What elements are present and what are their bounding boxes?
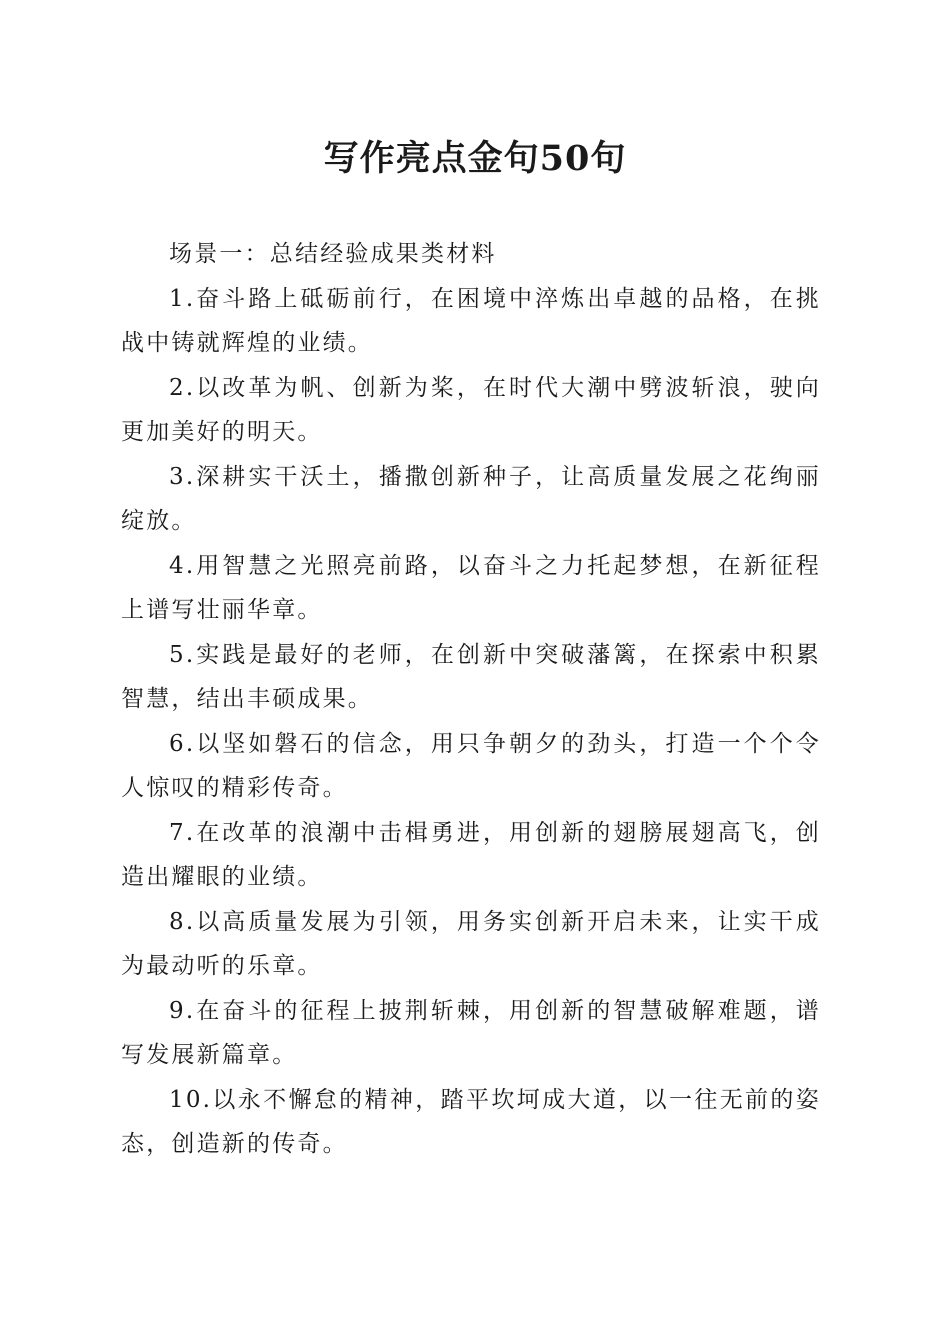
list-item: 10.以永不懈怠的精神，踏平坎坷成大道，以一往无前的姿态，创造新的传奇。 bbox=[121, 1086, 821, 1157]
list-item: 3.深耕实干沃土，播撒创新种子，让高质量发展之花绚丽绽放。 bbox=[121, 463, 821, 534]
list-item: 8.以高质量发展为引领，用务实创新开启未来，让实干成为最动听的乐章。 bbox=[121, 908, 821, 979]
document-title: 写作亮点金句50句 bbox=[323, 138, 627, 179]
document-body bbox=[121, 232, 821, 1167]
section-heading: 场景一：总结经验成果类材料 bbox=[169, 241, 497, 267]
list-item: 7.在改革的浪潮中击楫勇进，用创新的翅膀展翅高飞，创造出耀眼的业绩。 bbox=[121, 819, 821, 890]
list-item: 5.实践是最好的老师，在创新中突破藩篱，在探索中积累智慧，结出丰硕成果。 bbox=[121, 641, 821, 712]
list-item: 6.以坚如磐石的信念，用只争朝夕的劲头，打造一个个令人惊叹的精彩传奇。 bbox=[121, 730, 821, 801]
list-item: 1.奋斗路上砥砺前行，在困境中淬炼出卓越的品格，在挑战中铸就辉煌的业绩。 bbox=[121, 285, 821, 356]
list-item: 4.用智慧之光照亮前路，以奋斗之力托起梦想，在新征程上谱写壮丽华章。 bbox=[121, 552, 821, 623]
list-item: 9.在奋斗的征程上披荆斩棘，用创新的智慧破解难题，谱写发展新篇章。 bbox=[121, 997, 821, 1068]
list-item: 2.以改革为帆、创新为桨，在时代大潮中劈波斩浪，驶向更加美好的明天。 bbox=[121, 374, 821, 445]
